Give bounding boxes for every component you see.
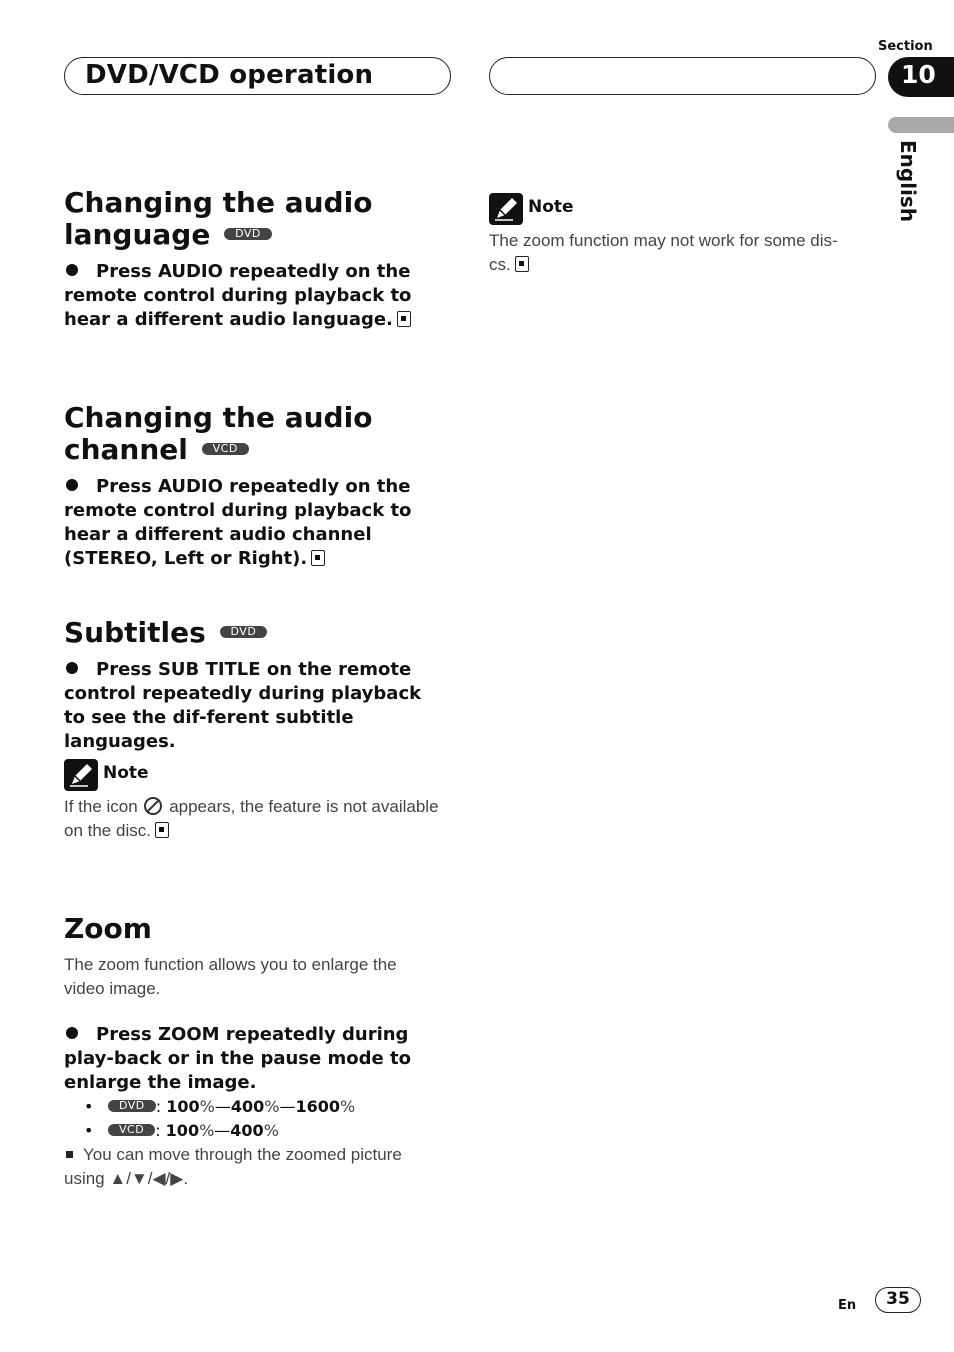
zoom-values-dvd: 100%—400%—1600% — [166, 1097, 356, 1116]
vcd-badge: VCD — [108, 1124, 155, 1136]
bullet-icon: • — [84, 1097, 94, 1116]
square-bullet-icon — [66, 1151, 73, 1158]
language-tab-bar — [888, 117, 954, 133]
heading-line2: language — [64, 218, 211, 251]
end-mark-icon — [155, 822, 169, 838]
zoom-levels-list — [84, 1095, 355, 1143]
end-mark-icon — [311, 550, 325, 566]
bullet-icon — [66, 662, 78, 674]
step-text: Press AUDIO repeatedly on the remote control during playback to hear a different audio channel (STEREO, Left or Right). — [64, 476, 412, 569]
chapter-title-pill — [64, 57, 451, 95]
footer-language-code: En — [838, 1298, 857, 1313]
list-item: • DVD : 100%—400%—1600% — [84, 1095, 355, 1119]
page-number-pill — [875, 1287, 921, 1313]
note-text: The zoom function may not work for some dis-cs. — [489, 231, 838, 274]
heading-line1: Changing the audio — [64, 401, 373, 434]
heading-zoom: Zoom — [64, 912, 152, 945]
section-number-tab — [888, 57, 954, 97]
heading-audio-language — [64, 187, 372, 251]
bullet-icon — [66, 1027, 78, 1039]
end-mark-icon — [397, 311, 411, 327]
empty-header-pill — [489, 57, 876, 95]
step-text: Press ZOOM repeatedly during play-back or in the pause mode to enlarge the image. — [64, 1024, 411, 1093]
note-text-after: appears, the feature is not available on the disc. — [64, 797, 439, 840]
heading-audio-channel — [64, 402, 372, 466]
zoom-tip — [64, 1143, 444, 1191]
section-number: 10 — [901, 60, 936, 89]
list-item: • VCD : 100%—400% — [84, 1119, 355, 1143]
heading-text: Subtitles — [64, 616, 206, 649]
step-text: Press SUB TITLE on the remote control repeatedly during playback to see the dif-ferent subtitle languages. — [64, 659, 422, 752]
chapter-title: DVD/VCD operation — [85, 60, 374, 90]
dvd-badge: DVD — [224, 228, 272, 240]
note-label: Note — [103, 763, 149, 783]
step-audio-language — [64, 260, 454, 332]
dvd-badge: DVD — [108, 1100, 156, 1112]
step-text: Press AUDIO repeatedly on the remote control during playback to hear a different audio language. — [64, 261, 412, 330]
dvd-badge: DVD — [220, 626, 268, 638]
step-zoom — [64, 1023, 444, 1095]
note-pencil-icon — [489, 193, 523, 225]
note-subtitles-text — [64, 795, 454, 843]
tip-text: You can move through the zoomed picture using ▲/▼/◀/▶. — [64, 1145, 402, 1188]
step-subtitles — [64, 658, 444, 754]
bullet-icon — [66, 264, 78, 276]
heading-line2: channel — [64, 433, 188, 466]
heading-line1: Changing the audio — [64, 186, 373, 219]
bullet-icon — [66, 479, 78, 491]
note-text-before: If the icon — [64, 797, 138, 816]
note-pencil-icon — [64, 759, 98, 791]
end-mark-icon — [515, 256, 529, 272]
vcd-badge: VCD — [202, 443, 249, 455]
heading-subtitles — [64, 617, 267, 649]
bullet-icon: • — [84, 1121, 94, 1140]
language-label: English — [896, 140, 920, 223]
page-number: 35 — [886, 1289, 910, 1309]
section-label: Section — [878, 39, 933, 54]
zoom-values-vcd: 100%—400% — [165, 1121, 279, 1140]
note-label: Note — [528, 197, 574, 217]
prohibited-icon — [144, 797, 162, 815]
zoom-intro: The zoom function allows you to enlarge the video image. — [64, 955, 397, 998]
note-zoom-text — [489, 229, 854, 277]
step-audio-channel — [64, 475, 454, 571]
